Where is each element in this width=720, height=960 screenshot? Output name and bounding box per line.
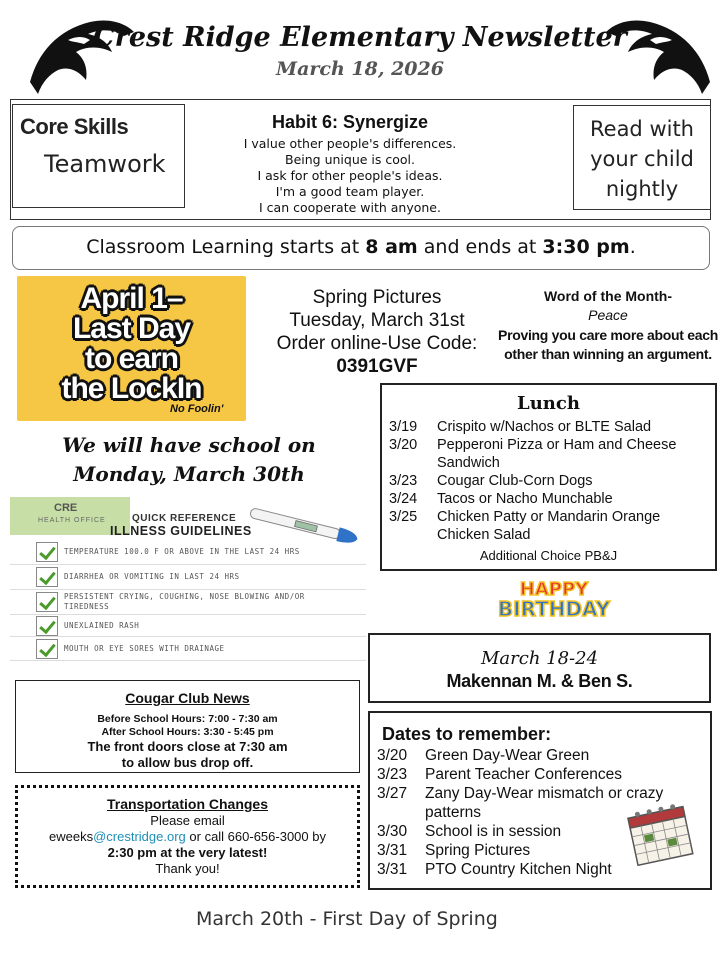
date-item-date: 3/30 <box>377 823 408 840</box>
cougar-note-line: to allow bus drop off. <box>121 755 254 770</box>
word-of-month-definition: Proving you care more about each other than winning an argument. <box>498 327 718 362</box>
lunch-item <box>389 490 714 508</box>
spring-line: Spring Pictures <box>312 287 442 308</box>
lunch-meal: Tacos or Nacho Munchable <box>437 491 613 507</box>
cougar-club-hours <box>15 713 360 739</box>
lunch-title: Lunch <box>517 393 580 414</box>
illness-item <box>10 637 366 661</box>
classroom-suffix: . <box>629 236 636 258</box>
illness-item-text: PERSISTENT CRYING, COUGHING, NOSE BLOWING AND/OR TIREDNESS <box>64 592 305 611</box>
footer-note: March 20th - First Day of Spring <box>196 908 498 930</box>
date-item-date: 3/23 <box>377 766 408 783</box>
word-of-month-title: Word of the Month- <box>543 288 673 304</box>
illness-item-text: UNEXLAINED RASH <box>64 620 140 630</box>
illness-item <box>10 615 366 637</box>
lunch-meal: Cougar Club-Corn Dogs <box>437 473 593 489</box>
lunch-list <box>389 418 714 544</box>
lunch-extra-choice: Additional Choice PB&J <box>479 548 618 563</box>
checkbox-icon <box>36 639 58 659</box>
date-item-event: Parent Teacher Conferences <box>425 766 623 783</box>
lockin-tagline: No Foolin' <box>170 403 224 415</box>
illness-item-text: DIARRHEA OR VOMITING IN LAST 24 HRS <box>64 572 240 581</box>
illness-item-text: MOUTH OR EYE SORES WITH DRAINAGE <box>64 643 225 653</box>
newsletter-date: March 18, 2026 <box>276 58 444 80</box>
word-of-month-word: Peace <box>588 307 628 323</box>
lunch-item <box>389 508 714 544</box>
lockin-line: the LockIn <box>61 372 202 405</box>
cougar-club-title: Cougar Club News <box>125 690 250 706</box>
date-item-event: PTO Country Kitchen Night <box>425 861 612 878</box>
birthday-banner-top: HAPPY <box>519 579 589 600</box>
cougar-note-line: The front doors close at 7:30 am <box>87 739 288 754</box>
classroom-hours-text <box>12 236 710 258</box>
classroom-prefix: Classroom Learning starts at <box>86 236 366 258</box>
transportation-text <box>15 813 360 877</box>
calendar-icon <box>624 802 696 866</box>
cougar-club-note <box>15 739 360 771</box>
classroom-end: 3:30 pm <box>542 236 630 258</box>
lunch-item <box>389 472 714 490</box>
illness-item <box>10 540 366 565</box>
illness-tag-sub: HEALTH OFFICE <box>38 517 106 524</box>
lunch-date: 3/20 <box>389 437 418 453</box>
date-item-event: School is in session <box>425 823 562 840</box>
reading-line: nightly <box>605 177 679 201</box>
school-notice-line: Monday, March 30th <box>73 462 305 486</box>
email-user: eweeks <box>49 829 94 844</box>
date-item <box>377 746 677 765</box>
lunch-meal: Pepperoni Pizza or Ham and Cheese Sandwich <box>437 437 677 471</box>
birthday-banner-bottom: BIRTHDAY <box>497 597 611 620</box>
lunch-date: 3/19 <box>389 419 418 435</box>
spring-line: Order online-Use Code: <box>276 333 478 354</box>
checkbox-icon <box>36 567 58 587</box>
habit-lines <box>200 136 500 216</box>
date-item-event: Spring Pictures <box>425 842 531 859</box>
spring-pictures <box>258 286 496 378</box>
classroom-start: 8 am <box>365 236 418 258</box>
lockin-headline <box>17 284 246 404</box>
birthday-names: Makennan M. & Ben S. <box>446 671 633 691</box>
spring-line: Tuesday, March 31st <box>289 310 465 331</box>
date-item-date: 3/20 <box>377 747 408 764</box>
school-notice <box>10 431 368 489</box>
lockin-line: to earn <box>84 342 179 375</box>
transportation-deadline: 2:30 pm at the very latest! <box>107 845 268 860</box>
checkbox-icon <box>36 542 58 562</box>
date-item-event: Zany Day-Wear mismatch or crazy patterns <box>425 785 664 821</box>
phone-text: or call 660-656-3000 by <box>185 829 326 844</box>
cougar-after-hours: After School Hours: 3:30 - 5:45 pm <box>101 726 274 738</box>
illness-item <box>10 565 366 590</box>
lunch-item <box>389 418 714 436</box>
habit-line: Being unique is cool. <box>285 152 415 167</box>
habit-line: I'm a good team player. <box>275 184 425 199</box>
illness-heading: ILLNESS GUIDELINES <box>110 524 252 538</box>
birthday-banner-icon <box>466 576 642 620</box>
spring-code: 0391GVF <box>336 356 418 377</box>
classroom-middle: and ends at <box>417 236 543 258</box>
email-link[interactable]: @crestridge.org <box>93 829 186 844</box>
date-item <box>377 765 677 784</box>
core-skill-value: Teamwork <box>44 150 166 178</box>
illness-item <box>10 590 366 615</box>
checkbox-icon <box>36 616 58 636</box>
core-skills-label: Core Skills <box>20 114 129 139</box>
lunch-meal: Crispito w/Nachos or BLTE Salad <box>437 419 652 435</box>
dates-to-remember-title: Dates to remember: <box>382 724 552 744</box>
lockin-line: April 1– <box>80 282 183 315</box>
transportation-title: Transportation Changes <box>106 796 269 812</box>
lunch-date: 3/23 <box>389 473 418 489</box>
lunch-item <box>389 436 714 472</box>
date-item-event: Green Day-Wear Green <box>425 747 590 764</box>
transportation-line: Please email <box>150 813 225 828</box>
illness-tag-label: CRE <box>54 502 78 514</box>
habit-line: I ask for other people's ideas. <box>257 168 443 183</box>
habit-line: I can cooperate with anyone. <box>259 200 441 215</box>
lunch-date: 3/24 <box>389 491 418 507</box>
reading-reminder <box>574 114 710 204</box>
habit-title: Habit 6: Synergize <box>271 112 429 132</box>
cougar-before-hours: Before School Hours: 7:00 - 7:30 am <box>97 713 278 725</box>
date-item-date: 3/31 <box>377 842 408 859</box>
illness-item-text: TEMPERATURE 100.0 F OR ABOVE IN THE LAST 24 HRS <box>64 547 300 556</box>
reading-line: your child <box>590 147 694 171</box>
birthday-dates: March 18-24 <box>480 648 599 669</box>
reading-line: Read with <box>590 117 694 141</box>
lunch-meal: Chicken Patty or Mandarin Orange Chicken Salad <box>437 509 661 543</box>
newsletter-title: Crest Ridge Elementary Newsletter <box>93 22 627 53</box>
illness-heading-small: QUICK REFERENCE <box>132 513 237 524</box>
date-item-date: 3/31 <box>377 861 408 878</box>
checkbox-icon <box>36 592 58 612</box>
date-item-date: 3/27 <box>377 785 408 802</box>
transportation-thanks: Thank you! <box>155 861 220 876</box>
habit-line: I value other people's differences. <box>243 136 457 151</box>
lockin-line: Last Day <box>72 312 191 345</box>
school-notice-line: We will have school on <box>62 433 316 457</box>
lunch-date: 3/25 <box>389 509 418 525</box>
